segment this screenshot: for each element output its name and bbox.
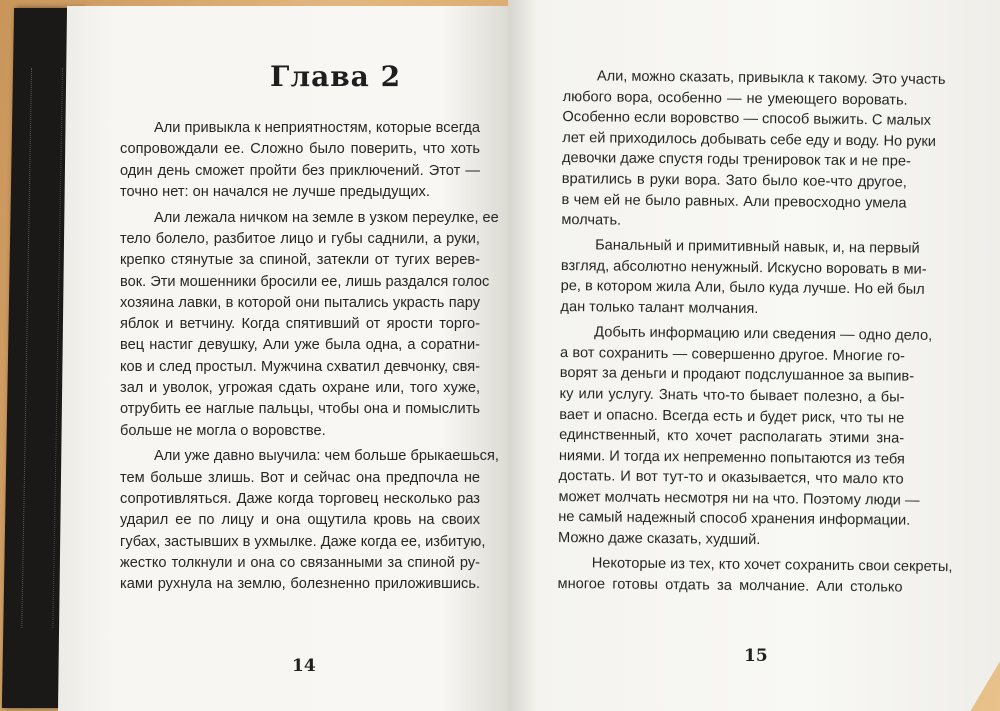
text-line: сопротивляться. Даже когда торговец несколько раз xyxy=(120,491,480,508)
text-line: дан только талант молчания. xyxy=(560,299,759,318)
text-line: больше не могла о воровстве. xyxy=(120,422,326,439)
page-number-left: 14 xyxy=(292,656,316,676)
page-number-right: 15 xyxy=(744,646,768,666)
chapter-heading: Глава 2 xyxy=(270,60,402,93)
text-line: отрубить ее наглые пальцы, чтобы она и помыслить xyxy=(120,401,480,418)
text-line: жестко толкнули и она со связанными за спиной ру- xyxy=(120,554,480,571)
text-line: ками рухнула на землю, болезненно приложившись. xyxy=(120,576,480,593)
text-line: лет ей приходилось добывать себе еду и воду. Но руки xyxy=(562,129,937,150)
paragraph xyxy=(560,235,927,321)
text-line: крепко стянутые за спиной, затекли от тугих верев- xyxy=(120,252,480,269)
text-line: девочки даже спустя годы тренировок так и не пре- xyxy=(561,150,912,171)
text-line: ков и след простыл. Мужчина схватил девчонку, свя- xyxy=(120,358,480,375)
paragraph xyxy=(120,118,480,203)
paragraph xyxy=(557,322,933,552)
paragraph xyxy=(120,446,499,595)
text-line: вец настиг девушку, Али уже была одна, а соратни- xyxy=(120,337,480,354)
text-line: Можно даже сказать, худший. xyxy=(557,530,761,549)
right-page-text xyxy=(557,66,953,602)
text-line: многое готовы отдать за молчание. Али столько xyxy=(557,575,903,596)
paragraph xyxy=(561,66,946,234)
text-line: ниями. И тогда их непременно попытаются из тебя xyxy=(558,447,905,468)
text-line: в чем ей не было равных. Али превосходно умела xyxy=(561,191,907,212)
paragraph xyxy=(557,553,953,598)
text-line: один день сможет пройти без приключений. Этот — xyxy=(120,162,480,179)
text-line: вок. Эти мошенники бросили ее, лишь раздался голос xyxy=(120,273,490,290)
text-line: хозяина лавки, в которой они пытались украсть пару xyxy=(120,294,480,311)
text-line: вратились в руки вора. Зато было кое-что другое, xyxy=(561,170,907,191)
text-line: ворят за деньги и продают подслушанное за выпив- xyxy=(559,365,915,386)
text-line: зал и уволок, угрожая сдать охране или, того хуже, xyxy=(120,380,480,397)
text-line: Али лежала ничком на земле в узком переулке, ее xyxy=(154,209,499,226)
text-line: точно нет: он начался не лучше предыдущих. xyxy=(120,183,430,200)
text-line: Добыть информацию или сведения — одно дело, xyxy=(594,324,933,345)
left-page-text xyxy=(120,118,499,600)
text-line: может молчать несмотря ни на что. Поэтому люди — xyxy=(558,488,920,509)
text-line: а вот сохранить — совершенно другое. Многие го- xyxy=(559,344,906,365)
text-line: любого вора, особенно — не умеющего воровать. xyxy=(562,88,908,109)
text-line: Али уже давно выучила: чем больше брыкаешься, xyxy=(154,448,499,465)
paragraph xyxy=(120,208,499,442)
text-line: Али привыкла к неприятностям, которые всегда xyxy=(154,120,480,136)
text-line: тело болело, разбитое лицо и губы саднили, а руки, xyxy=(120,230,480,247)
text-line: ударил ее по лицу и она ощутила кровь на своих xyxy=(120,512,480,529)
text-line: вает и опасно. Всегда есть и будет риск, что ты не xyxy=(559,406,905,427)
text-line: сопровождали ее. Сложно было поверить, что хоть xyxy=(120,141,480,158)
text-line: достать. И вот тут-то и оказывается, что мало кто xyxy=(558,468,904,488)
text-line: ре, в котором жила Али, было куда лучше. Но ей был xyxy=(560,278,925,299)
text-line: не самый надежный способ хранения информации. xyxy=(558,509,911,530)
text-line: яблок и ветчину. Когда спятивший от ярости торго- xyxy=(120,316,480,333)
text-line: Али, можно сказать, привыкла к такому. Это участь xyxy=(596,68,946,89)
text-line: губах, застывших в ухмылке. Даже когда ее, избитую, xyxy=(120,533,486,550)
text-line: Банальный и примитивный навык, и, на первый xyxy=(595,237,920,257)
text-line: ку или услугу. Знать что-то бывает полезно, а бы- xyxy=(559,385,905,406)
text-line: взгляд, абсолютно ненужный. Искусно воровать в ми- xyxy=(560,257,927,278)
text-line: тем больше злишь. Вот и сейчас она предпочла не xyxy=(120,469,480,486)
text-line: единственный, кто хочет располагать этими зна- xyxy=(559,427,905,447)
text-line: Особенно если воровство — способ выжить. С малых xyxy=(562,109,932,130)
text-line: Некоторые из тех, кто хочет сохранить свои секреты, xyxy=(591,555,953,576)
text-line: молчать. xyxy=(561,212,622,229)
